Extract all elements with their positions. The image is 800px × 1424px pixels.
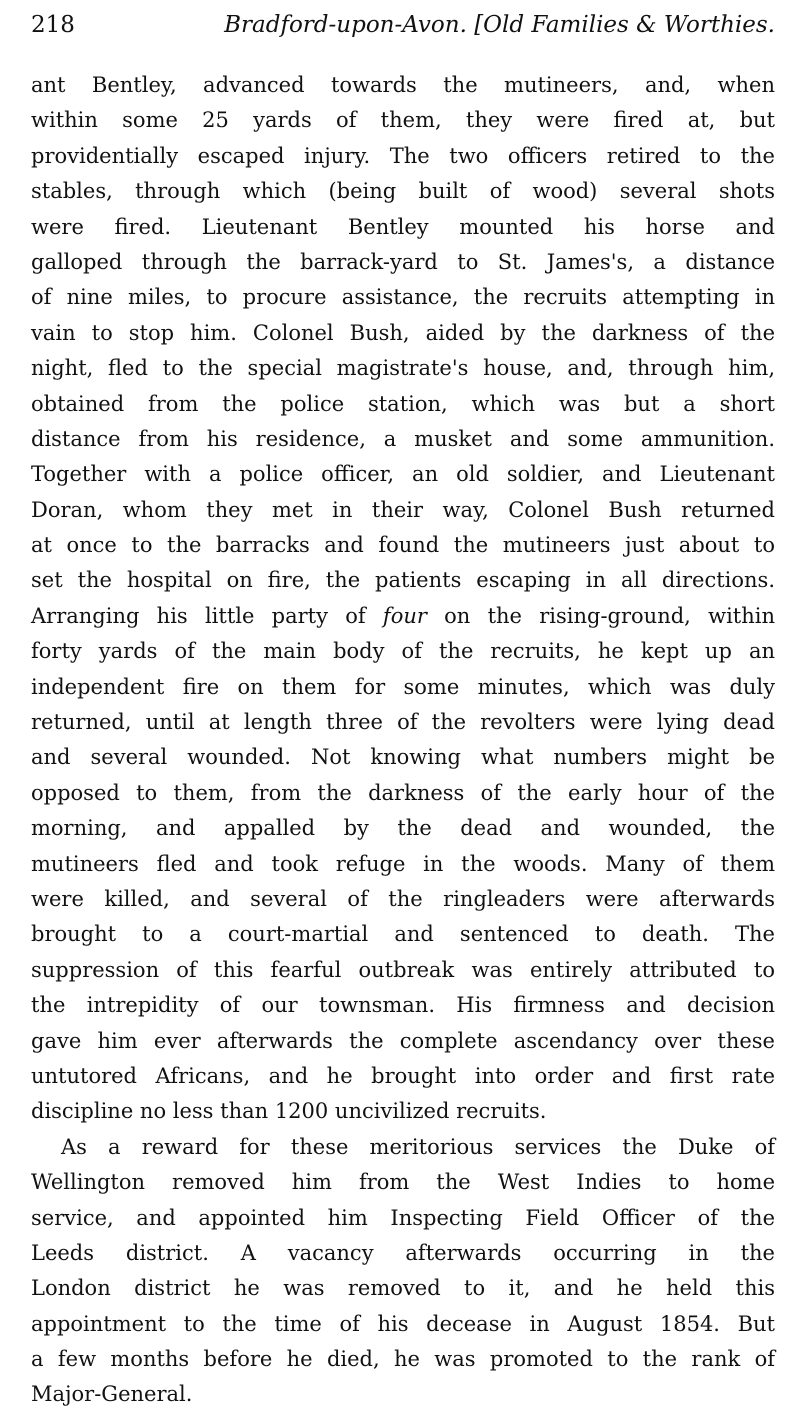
italic-word: four — [382, 603, 427, 628]
text-line: opposed to them, from the darkness of the early hour of the — [31, 780, 775, 805]
text-line: and several wounded. Not knowing what numbers might be — [31, 745, 775, 770]
text-line: at once to the barracks and found the mutineers just about to — [31, 533, 775, 558]
paragraph-end-line: Major-General. — [31, 1382, 193, 1407]
text-fragment: Arranging his little party of — [31, 603, 383, 628]
text-line: brought to a court-martial and sentenced to death. The — [31, 922, 775, 947]
text-line: Leeds district. A vacancy afterwards occurring in the — [31, 1240, 775, 1265]
text-line: morning, and appalled by the dead and wounded, the — [31, 816, 775, 841]
text-line: providentially escaped injury. The two officers retired to the — [31, 143, 775, 168]
page-number: 218 — [31, 12, 75, 38]
text-line: of nine miles, to procure assistance, the recruits attempting in — [31, 285, 775, 310]
text-line: were killed, and several of the ringleaders were afterwards — [31, 886, 775, 911]
text-line: suppression of this fearful outbreak was entirely attributed to — [31, 957, 775, 982]
text-line: within some 25 yards of them, they were fired at, but — [31, 108, 775, 133]
text-line: the intrepidity of our townsman. His firmness and decision — [31, 993, 775, 1018]
text-line: mutineers fled and took refuge in the woods. Many of them — [31, 851, 775, 876]
running-head — [31, 8, 775, 42]
text-line: galloped through the barrack-yard to St. James's, a distance — [31, 249, 775, 274]
text-fragment: on the rising-ground, within — [426, 603, 776, 628]
paragraph-start-line: As a reward for these meritorious services the Duke of — [61, 1134, 775, 1159]
text-line: night, fled to the special magistrate's house, and, through him, — [31, 356, 775, 381]
text-line-with-italic — [31, 599, 775, 634]
running-title: Bradford-upon-Avon. [Old Families & Worthies. — [224, 12, 775, 38]
text-line: ant Bentley, advanced towards the mutineers, and, when — [31, 73, 775, 97]
text-line: appointment to the time of his decease in August 1854. But — [31, 1311, 775, 1336]
text-line: London district he was removed to it, and he held this — [31, 1276, 775, 1301]
text-line: untutored Africans, and he brought into order and first rate — [31, 1063, 775, 1088]
text-line: obtained from the police station, which was but a short — [31, 391, 775, 416]
text-line: vain to stop him. Colonel Bush, aided by the darkness of the — [31, 320, 775, 345]
text-line: service, and appointed him Inspecting Field Officer of the — [31, 1205, 775, 1230]
text-line: returned, until at length three of the revolters were lying dead — [31, 710, 775, 735]
text-line: Together with a police officer, an old soldier, and Lieutenant — [31, 462, 775, 487]
text-line: Doran, whom they met in their way, Colonel Bush returned — [31, 497, 775, 522]
text-line: were fired. Lieutenant Bentley mounted his horse and — [31, 214, 775, 239]
text-line: independent fire on them for some minutes, which was duly — [31, 674, 775, 699]
paragraph-end-line: discipline no less than 1200 uncivilized recruits. — [31, 1099, 547, 1124]
text-line: stables, through which (being built of wood) several shots — [31, 179, 775, 204]
text-line: gave him ever afterwards the complete ascendancy over these — [31, 1028, 775, 1053]
text-line: a few months before he died, he was promoted to the rank of — [31, 1347, 775, 1372]
text-line: set the hospital on fire, the patients escaping in all directions. — [31, 568, 775, 593]
body-text — [31, 68, 775, 1413]
text-line: forty yards of the main body of the recruits, he kept up an — [31, 639, 775, 664]
text-line: distance from his residence, a musket and some ammunition. — [31, 426, 775, 451]
book-page — [31, 8, 775, 1413]
text-line: Wellington removed him from the West Indies to home — [31, 1170, 775, 1195]
